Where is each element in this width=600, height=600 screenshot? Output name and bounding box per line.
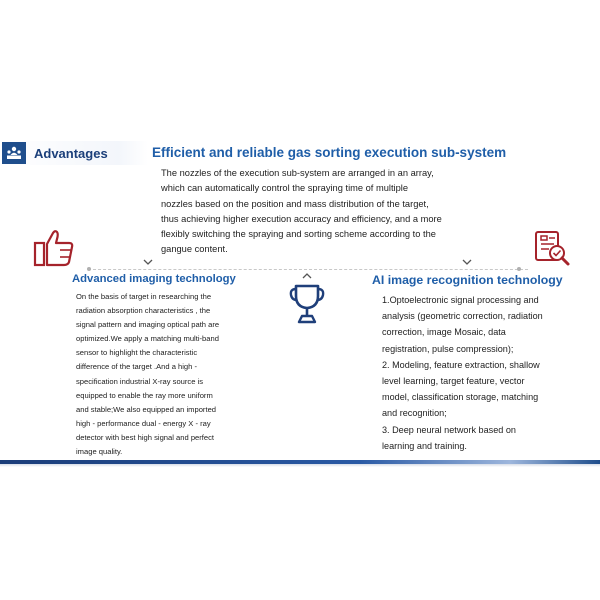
thumbs-up-icon <box>33 228 75 268</box>
divider-dot <box>517 267 521 271</box>
trophy-icon <box>288 283 326 325</box>
left-line: sensor to highlight the characteristic <box>76 348 198 358</box>
right-line: correction, image Mosaic, data <box>382 327 506 338</box>
report-search-icon <box>532 229 572 269</box>
section-divider <box>88 269 528 270</box>
divider-dot <box>87 267 91 271</box>
right-line: and recognition; <box>382 408 447 419</box>
right-line: 3. Deep neural network based on <box>382 424 516 435</box>
top-line: flexibly switching the spraying and sorting scheme according to the <box>161 229 436 240</box>
left-line: specification industrial X-ray source is <box>76 376 204 386</box>
top-line: gangue content. <box>161 244 228 255</box>
left-line: and stable;We also equipped an imported <box>76 404 217 414</box>
right-section-body <box>382 292 572 454</box>
chevron-up-icon <box>302 273 312 279</box>
top-section-body <box>161 166 471 258</box>
advantages-header <box>0 141 148 165</box>
right-line: 1.Optoelectronic signal processing and <box>382 295 539 305</box>
left-line: optimized.We apply a matching multi-band <box>76 334 219 344</box>
right-line: learning and training. <box>382 440 467 451</box>
top-section-title: Efficient and reliable gas sorting execution sub-system <box>152 145 507 160</box>
left-line: radiation absorption characteristics , the <box>76 306 211 316</box>
top-line: thus achieving higher execution accuracy and efficiency, and a more <box>161 213 442 224</box>
left-line: equipped to enable the ray more uniform <box>76 390 213 400</box>
chevron-down-icon <box>143 259 153 265</box>
top-line: The nozzles of the execution sub-system are arranged in an array, <box>161 168 434 178</box>
advantages-title: Advantages <box>34 145 108 161</box>
right-line: level learning, target feature, vector <box>382 376 525 387</box>
bottom-bar-shadow <box>0 464 600 467</box>
right-line: 2. Modeling, feature extraction, shallow <box>382 359 540 370</box>
right-line: model, classification storage, matching <box>382 392 539 403</box>
left-line: image quality. <box>76 447 123 457</box>
left-section-title: Advanced imaging technology <box>72 273 236 285</box>
left-section-body <box>76 290 272 459</box>
left-line: high - performance dual - energy X - ray <box>76 418 211 428</box>
right-line: analysis (geometric correction, radiation <box>382 311 543 322</box>
left-line: signal pattern and imaging optical path are <box>76 320 220 330</box>
right-line: registration, pulse compression); <box>382 343 514 354</box>
left-line: On the basis of target in researching the <box>76 292 212 301</box>
chevron-down-icon <box>462 259 472 265</box>
left-line: detector with best high signal and perfect <box>76 432 215 442</box>
top-line: nozzles based on the position and mass distribution of the target, <box>161 198 429 209</box>
right-section-title: AI image recognition technology <box>372 273 563 287</box>
left-line: difference of the target .And a high - <box>76 362 198 372</box>
top-line: which can automatically control the spraying time of multiple <box>161 183 408 194</box>
team-icon <box>2 142 26 164</box>
